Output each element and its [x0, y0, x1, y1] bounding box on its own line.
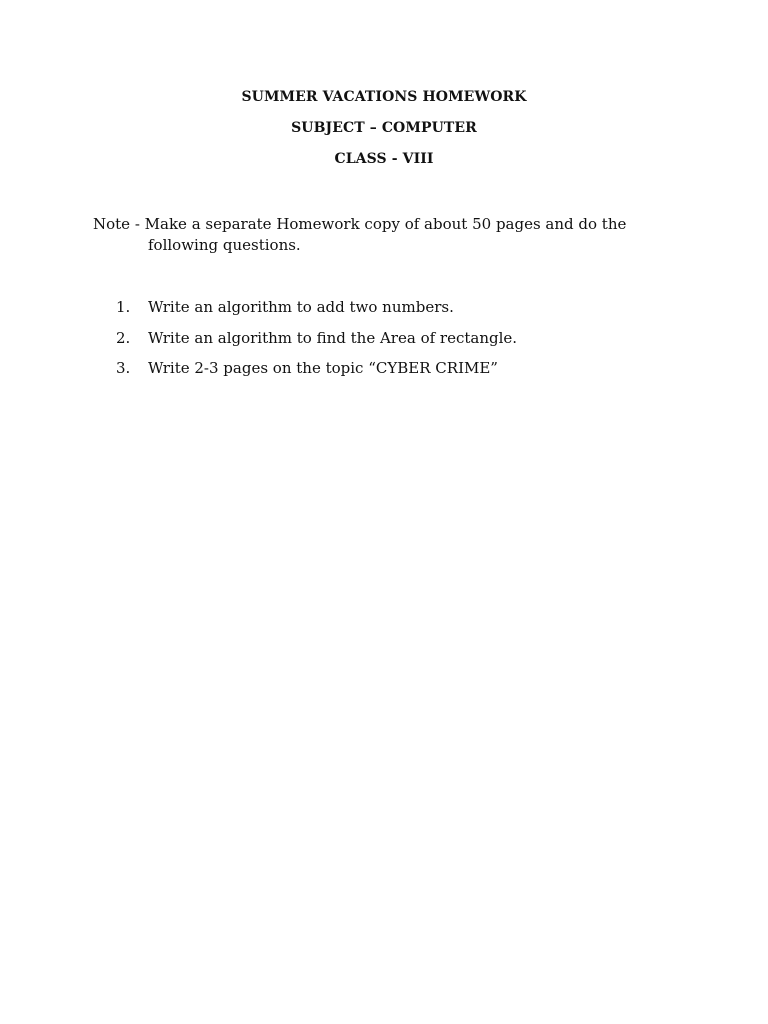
class-heading: CLASS - VIII	[334, 151, 434, 167]
question-text: Write 2-3 pages on the topic “CYBER CRIME”	[148, 359, 498, 377]
question-text: Write an algorithm to add two numbers.	[148, 298, 454, 316]
note-line-1: Note - Make a separate Homework copy of about 50 pages and do the	[93, 215, 627, 233]
subject-heading: SUBJECT – COMPUTER	[291, 120, 477, 136]
list-item	[0, 358, 768, 389]
question-number: 1.	[116, 298, 131, 316]
question-list	[0, 297, 768, 389]
document-title: SUMMER VACATIONS HOMEWORK	[241, 89, 527, 105]
note-paragraph	[93, 214, 653, 256]
list-item	[0, 297, 768, 328]
question-text: Write an algorithm to find the Area of rectangle.	[148, 328, 518, 347]
note-line-2: following questions.	[148, 236, 301, 254]
question-number: 3.	[116, 359, 131, 377]
list-item	[0, 328, 768, 359]
question-number: 2.	[116, 328, 131, 347]
